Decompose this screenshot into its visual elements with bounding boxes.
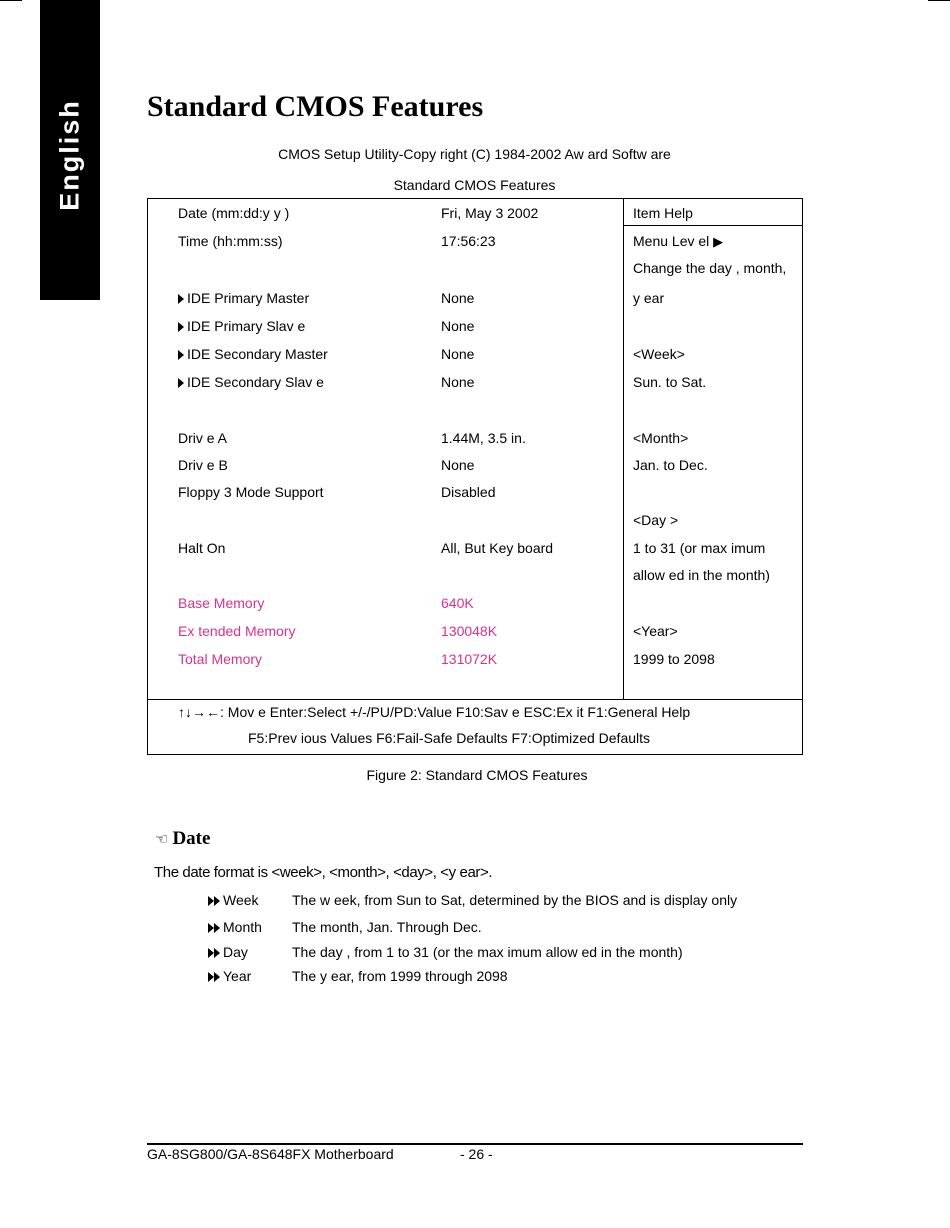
term-label: Week — [223, 892, 259, 908]
setting-ide-secondary-slave[interactable] — [178, 373, 324, 391]
setting-value-drive-a[interactable]: 1.44M, 3.5 in. — [441, 430, 526, 446]
setting-label-date[interactable]: Date (mm:dd:y y ) — [178, 205, 290, 221]
info-value-base-memory: 640K — [441, 595, 474, 611]
setting-label: IDE Secondary Slav e — [187, 374, 324, 390]
language-side-tab — [40, 0, 100, 300]
help-column-divider — [623, 198, 624, 700]
help-header: Item Help — [633, 205, 693, 221]
help-text-line: allow ed in the month) — [633, 567, 770, 583]
section-title — [155, 828, 210, 850]
setting-label-floppy-3-mode[interactable]: Floppy 3 Mode Support — [178, 484, 324, 500]
setting-label: IDE Primary Master — [187, 290, 310, 306]
term-label: Day — [223, 944, 248, 960]
submenu-arrow-icon — [178, 322, 184, 332]
definition-desc: The month, Jan. Through Dec. — [292, 919, 482, 935]
help-text-line: y ear — [633, 290, 665, 306]
pointing-hand-icon: ☜ — [155, 830, 169, 848]
crop-mark-right — [928, 0, 950, 1]
help-text-line: <Year> — [633, 623, 678, 639]
term-label: Year — [223, 968, 252, 984]
setting-value-ide-primary-slave: None — [441, 318, 475, 334]
help-text-line: Change the day , month, — [633, 260, 787, 276]
bios-screen-frame — [147, 198, 803, 755]
setting-label: IDE Secondary Master — [187, 346, 328, 362]
setting-value-time[interactable]: 17:56:23 — [441, 233, 496, 249]
help-text-line: 1 to 31 (or max imum — [633, 540, 766, 556]
definition-term — [208, 943, 248, 961]
help-text-line: <Month> — [633, 430, 689, 446]
double-arrow-icon — [208, 948, 220, 958]
screen-title: Standard CMOS Features — [393, 177, 556, 193]
info-value-extended-memory: 130048K — [441, 623, 498, 639]
figure-caption: Figure 2: Standard CMOS Features — [366, 767, 588, 783]
key-legend-line-2: F5:Prev ious Values F6:Fail-Safe Defaults F7:Optimized Defaults — [248, 730, 651, 746]
help-header-divider — [623, 225, 803, 226]
setting-value-floppy-3-mode[interactable]: Disabled — [441, 484, 496, 500]
double-arrow-icon — [208, 896, 220, 906]
side-tab-label: English — [54, 99, 85, 211]
help-menu-level — [633, 232, 723, 251]
double-arrow-icon — [208, 923, 220, 933]
setting-ide-secondary-master[interactable] — [178, 345, 328, 363]
info-label-base-memory: Base Memory — [178, 595, 265, 611]
info-label-extended-memory: Ex tended Memory — [178, 623, 296, 639]
crop-mark-left — [0, 0, 22, 1]
help-text-line: Sun. to Sat. — [633, 374, 707, 390]
menu-level-label: Menu Lev el — [633, 233, 710, 249]
info-value-total-memory: 131072K — [441, 651, 498, 667]
section-intro: The date format is <week>, <month>, <day>, <y ear>. — [154, 864, 493, 881]
double-arrow-icon — [208, 972, 220, 982]
definition-term — [208, 918, 262, 936]
definition-term — [208, 891, 259, 909]
help-text-line: <Week> — [633, 346, 685, 362]
play-triangle-icon: ▶ — [713, 234, 724, 249]
setting-label-halt-on[interactable]: Halt On — [178, 540, 226, 556]
setting-ide-primary-slave[interactable] — [178, 317, 305, 335]
definition-desc: The w eek, from Sun to Sat, determined by the BIOS and is display only — [292, 892, 738, 908]
key-legend-divider — [147, 699, 803, 700]
setting-ide-primary-master[interactable] — [178, 289, 309, 307]
footer-model: GA-8SG800/GA-8S648FX Motherboard — [147, 1146, 394, 1162]
page-number: - 26 - — [460, 1146, 493, 1162]
setting-value-date[interactable]: Fri, May 3 2002 — [441, 205, 539, 221]
setting-value-ide-secondary-master: None — [441, 346, 475, 362]
definition-term — [208, 967, 251, 985]
section-title-text: Date — [172, 828, 211, 849]
setting-value-drive-b[interactable]: None — [441, 457, 475, 473]
definition-desc: The y ear, from 1999 through 2098 — [292, 968, 508, 984]
info-label-total-memory: Total Memory — [178, 651, 263, 667]
utility-title: CMOS Setup Utility-Copy right (C) 1984-2002 Aw ard Softw are — [278, 146, 671, 162]
setting-label: IDE Primary Slav e — [187, 318, 306, 334]
setting-value-ide-primary-master: None — [441, 290, 475, 306]
key-legend-line-1: ↑↓→←: Mov e Enter:Select +/-/PU/PD:Value F10:Sav e ESC:Ex it F1:General Help — [178, 704, 691, 720]
help-text-line: <Day > — [633, 512, 679, 528]
page-title: Standard CMOS Features — [147, 90, 484, 123]
help-text-line: Jan. to Dec. — [633, 457, 708, 473]
setting-label-drive-a[interactable]: Driv e A — [178, 430, 228, 446]
setting-label-time[interactable]: Time (hh:mm:ss) — [178, 233, 283, 249]
help-text-line: 1999 to 2098 — [633, 651, 715, 667]
submenu-arrow-icon — [178, 350, 184, 360]
term-label: Month — [223, 919, 262, 935]
setting-label-drive-b[interactable]: Driv e B — [178, 457, 228, 473]
definition-desc: The day , from 1 to 31 (or the max imum allow ed in the month) — [292, 944, 683, 960]
setting-value-ide-secondary-slave: None — [441, 374, 475, 390]
submenu-arrow-icon — [178, 378, 184, 388]
setting-value-halt-on[interactable]: All, But Key board — [441, 540, 554, 556]
submenu-arrow-icon — [178, 294, 184, 304]
